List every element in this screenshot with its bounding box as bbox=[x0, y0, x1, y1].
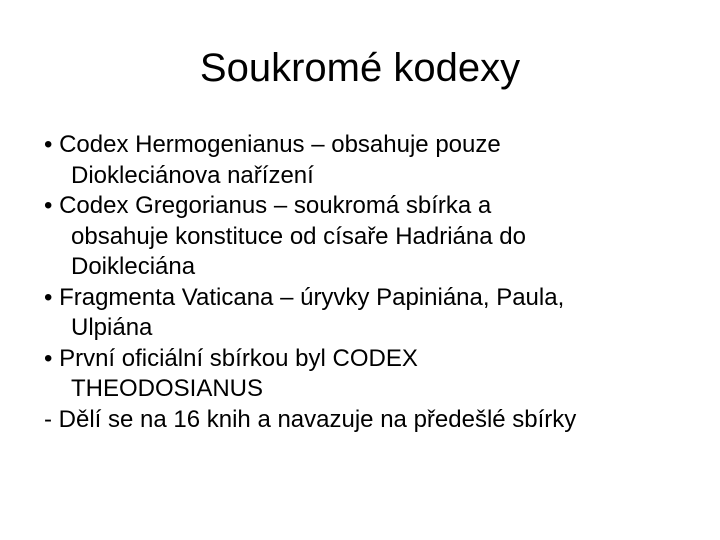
list-item-line: THEODOSIANUS bbox=[71, 375, 264, 402]
list-item-line: • Codex Gregorianus – soukromá sbírka a bbox=[44, 192, 492, 219]
list-item-codex-gregorianus bbox=[44, 191, 704, 283]
list-item-books-note bbox=[44, 405, 704, 436]
list-item-line: Diokleciánova nařízení bbox=[71, 161, 314, 189]
list-item-codex-hermogenianus bbox=[44, 130, 704, 191]
list-item-line: • Codex Hermogenianus – obsahuje pouze bbox=[44, 131, 501, 158]
list-item-codex-theodosianus bbox=[44, 344, 704, 405]
list-item-fragmenta-vaticana bbox=[44, 283, 704, 344]
slide-body bbox=[44, 130, 704, 435]
slide-title: Soukromé kodexy bbox=[199, 46, 521, 90]
list-item-line: Ulpiána bbox=[71, 314, 153, 341]
list-item-line: Doikleciána bbox=[71, 253, 196, 280]
list-item-line: obsahuje konstituce od císaře Hadriána do bbox=[71, 222, 526, 250]
list-item-line: • První oficiální sbírkou byl CODEX bbox=[44, 344, 418, 372]
list-item-line: • Fragmenta Vaticana – úryvky Papiniána, Paula, bbox=[44, 283, 565, 311]
list-item-line: - Dělí se na 16 knih a navazuje na předešlé sbírky bbox=[44, 405, 577, 433]
